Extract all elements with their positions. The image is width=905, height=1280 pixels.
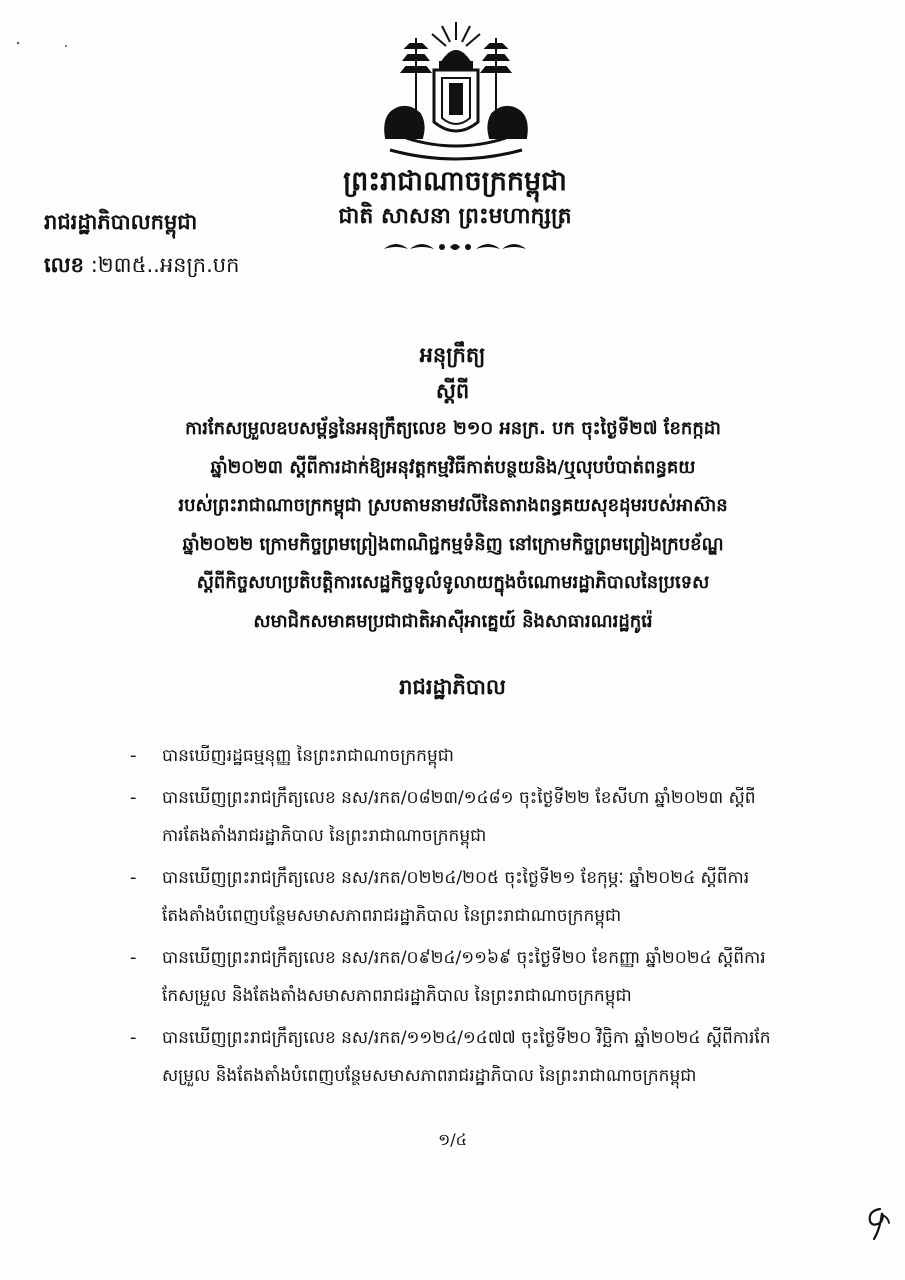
page-number: ១/៤ <box>438 1130 467 1149</box>
list-item-line: បានឃើញព្រះរាជក្រឹត្យលេខ នស/រកត/០៨២៣/១៤៨១ ចុះថ្ងៃទី២២ ខែសីហា ឆ្នាំ២០២៣ ស្តីពី <box>162 788 756 808</box>
list-dash: - <box>130 1027 137 1048</box>
reference-number-label: លេខ <box>44 253 84 277</box>
title-line: ឆ្នាំ២០២៣ ស្តីពីការដាក់ឱ្យអនុវត្តកម្មវិធីកាត់បន្ថយនិង/ឬលុបបំបាត់ពន្ធគយ <box>210 456 696 478</box>
reference-number-value: :២៣៥..អនក្រ.បក <box>90 253 240 277</box>
kingdom-name: ព្រះរាជាណាចក្រកម្ពុជា <box>343 166 567 197</box>
title-line: ស្តីពីកិច្ចសហប្រតិបត្តិការសេដ្ឋកិច្ចទូលំទូលាយក្នុងចំណោមរដ្ឋាភិបាលនៃប្រទេស <box>196 572 710 593</box>
list-item <box>130 859 780 935</box>
document-about: ស្តីពី <box>435 379 470 403</box>
list-item-line: កែសម្រួល និងតែងតាំងសមាសភាពរាជរដ្ឋាភិបាល នៃព្រះរាជាណាចក្រកម្ពុជា <box>162 986 632 1006</box>
list-item-line: បានឃើញព្រះរាជក្រឹត្យលេខ នស/រកត/០២២៤/២០៥ ចុះថ្ងៃទី២១ ខែកុម្ភៈ ឆ្នាំ២០២៤ ស្តីពីការ <box>162 868 750 888</box>
list-dash: - <box>130 947 137 968</box>
royal-emblem-icon <box>376 18 536 164</box>
title-line: ការកែសម្រួលឧបសម្ព័ន្ធនៃអនុក្រឹត្យលេខ ២១០ អនក្រ. បក ចុះថ្ងៃទី២៧ ខែកក្កដា <box>185 418 721 439</box>
scan-specks <box>14 38 74 48</box>
document-title <box>108 410 798 641</box>
reference-number <box>44 250 239 280</box>
section-heading: រាជរដ្ឋាភិបាល <box>399 675 506 699</box>
document-type: អនុក្រឹត្យ <box>419 343 486 367</box>
national-motto: ជាតិ សាសនា ព្រះមហាក្សត្រ <box>338 204 572 229</box>
list-item-line: បានឃើញព្រះរាជក្រឹត្យលេខ នស/រកត/០៩២៤/១១៦៩ ចុះថ្ងៃទី២០ ខែកញ្ញា ឆ្នាំ២០២៤ ស្តីពីការ <box>162 948 766 968</box>
title-line: សមាជិកសមាគមប្រជាជាតិអាស៊ីអាគ្នេយ៍ និងសាធារណរដ្ឋកូរ៉េ <box>253 610 653 632</box>
preamble-list <box>130 737 780 1099</box>
list-item-line: ការតែងតាំងរាជរដ្ឋាភិបាល នៃព្រះរាជាណាចក្រកម្ពុជា <box>162 826 487 846</box>
issuing-government: រាជរដ្ឋាភិបាលកម្ពុជា <box>44 210 198 234</box>
list-item-line: បានឃើញរដ្ឋធម្មនុញ្ញ នៃព្រះរាជាណាចក្រកម្ពុជា <box>162 746 454 766</box>
list-item <box>130 1019 780 1095</box>
list-item <box>130 939 780 1015</box>
title-line: របស់ព្រះរាជាណាចក្រកម្ពុជា ស្របតាមនាមវលីនៃតារាងពន្ធគយសុខដុមរបស់អាស៊ាន <box>178 495 728 516</box>
list-item <box>130 779 780 855</box>
handwritten-initial-icon <box>862 1203 892 1243</box>
list-item-line: សម្រួល និងតែងតាំងបំពេញបន្ថែមសមាសភាពរាជរដ្ឋាភិបាល នៃព្រះរាជាណាចក្រកម្ពុជា <box>162 1066 697 1086</box>
list-item-line: បានឃើញព្រះរាជក្រឹត្យលេខ នស/រកត/១១២៤/១៤៧៧ ចុះថ្ងៃទី២០ វិច្ឆិកា ឆ្នាំ២០២៤ ស្តីពីការកែ <box>162 1028 771 1048</box>
list-item <box>130 737 780 775</box>
list-dash: - <box>130 745 137 766</box>
decorative-divider-icon <box>380 237 530 257</box>
list-dash: - <box>130 867 137 888</box>
list-item-line: តែងតាំងបំពេញបន្ថែមសមាសភាពរាជរដ្ឋាភិបាល នៃព្រះរាជាណាចក្រកម្ពុជា <box>162 906 622 926</box>
list-dash: - <box>130 787 137 808</box>
title-line: ឆ្នាំ២០២២ ក្រោមកិច្ចព្រមព្រៀងពាណិជ្ជកម្មទំនិញ នៅក្រោមកិច្ចព្រមព្រៀងក្របខ័ណ្ឌ <box>182 533 724 555</box>
